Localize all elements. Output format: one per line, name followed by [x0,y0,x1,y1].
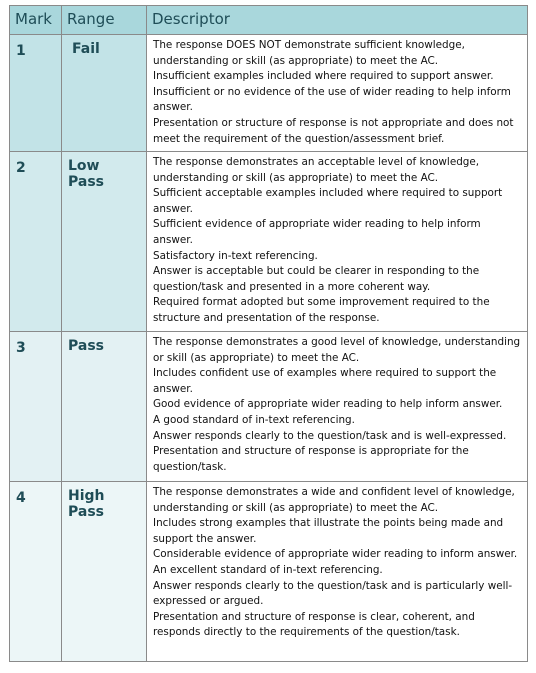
descriptor-cell [147,332,528,482]
mark-cell: 2 [10,152,62,332]
descriptor-line: Presentation and structure of response is appropriate for the question/task. [153,445,469,473]
grading-rubric-table [9,5,528,662]
descriptor-line: Satisfactory in-text referencing. [153,249,318,262]
descriptor-line: Good evidence of appropriate wider reading to help inform answer. [153,398,503,411]
header-mark: Mark [10,6,62,35]
range-cell: Fail [62,35,147,152]
descriptor-line: Sufficient evidence of appropriate wider reading to help inform answer. [153,218,481,246]
descriptor-line: The response DOES NOT demonstrate sufficient knowledge, understanding or skill (as appropriate) to meet the AC. [153,39,465,67]
descriptor-cell [147,35,528,152]
range-cell: High Pass [62,482,147,662]
table-row [10,482,528,662]
descriptor-line: Required format adopted but some improvement required to the structure and presentation of the response. [153,296,490,324]
descriptor-line: Sufficient acceptable examples included where required to support answer. [153,187,503,215]
descriptor-cell [147,152,528,332]
mark-cell: 3 [10,332,62,482]
header-row [10,6,528,35]
mark-cell: 4 [10,482,62,662]
descriptor-line: Insufficient examples included where required to support answer. [153,70,494,83]
descriptor-line: Answer responds clearly to the question/task and is well-expressed. [153,429,507,442]
descriptor-line: Presentation or structure of response is not appropriate and does not meet the requirement of the question/assessment brief. [153,116,514,145]
descriptor-line: Includes confident use of examples where required to support the answer. [153,367,497,395]
descriptor-line: A good standard of in-text referencing. [153,413,355,426]
table-row [10,332,528,482]
descriptor-line: Insufficient or no evidence of the use of wider reading to help inform answer. [153,85,511,114]
header-range: Range [62,6,147,35]
descriptor-line: Presentation and structure of response is clear, coherent, and responds directly to the requirements of the question/task. [153,610,475,639]
header-descriptor: Descriptor [147,6,528,35]
range-cell: Pass [62,332,147,482]
descriptor-line: The response demonstrates a wide and confident level of knowledge, understanding or skill (as appropriate) to meet the AC. [153,486,515,514]
descriptor-line: Includes strong examples that illustrate the points being made and support the answer. [153,517,504,545]
table-row [10,35,528,152]
descriptor-line: The response demonstrates an acceptable level of knowledge, understanding or skill (as appropriate) to meet the AC. [153,156,480,184]
descriptor-line: Considerable evidence of appropriate wider reading to inform answer. [153,548,518,561]
descriptor-line: Answer is acceptable but could be clearer in responding to the question/task and presented in a more coherent way. [153,265,480,293]
descriptor-line: Answer responds clearly to the question/task and is particularly well-expressed or argued. [153,579,513,608]
range-cell: Low Pass [62,152,147,332]
descriptor-cell [147,482,528,662]
mark-cell: 1 [10,35,62,152]
descriptor-line: The response demonstrates a good level of knowledge, understanding or skill (as appropriate) to meet the AC. [153,336,521,364]
table-row [10,152,528,332]
descriptor-line: An excellent standard of in-text referencing. [153,563,383,576]
